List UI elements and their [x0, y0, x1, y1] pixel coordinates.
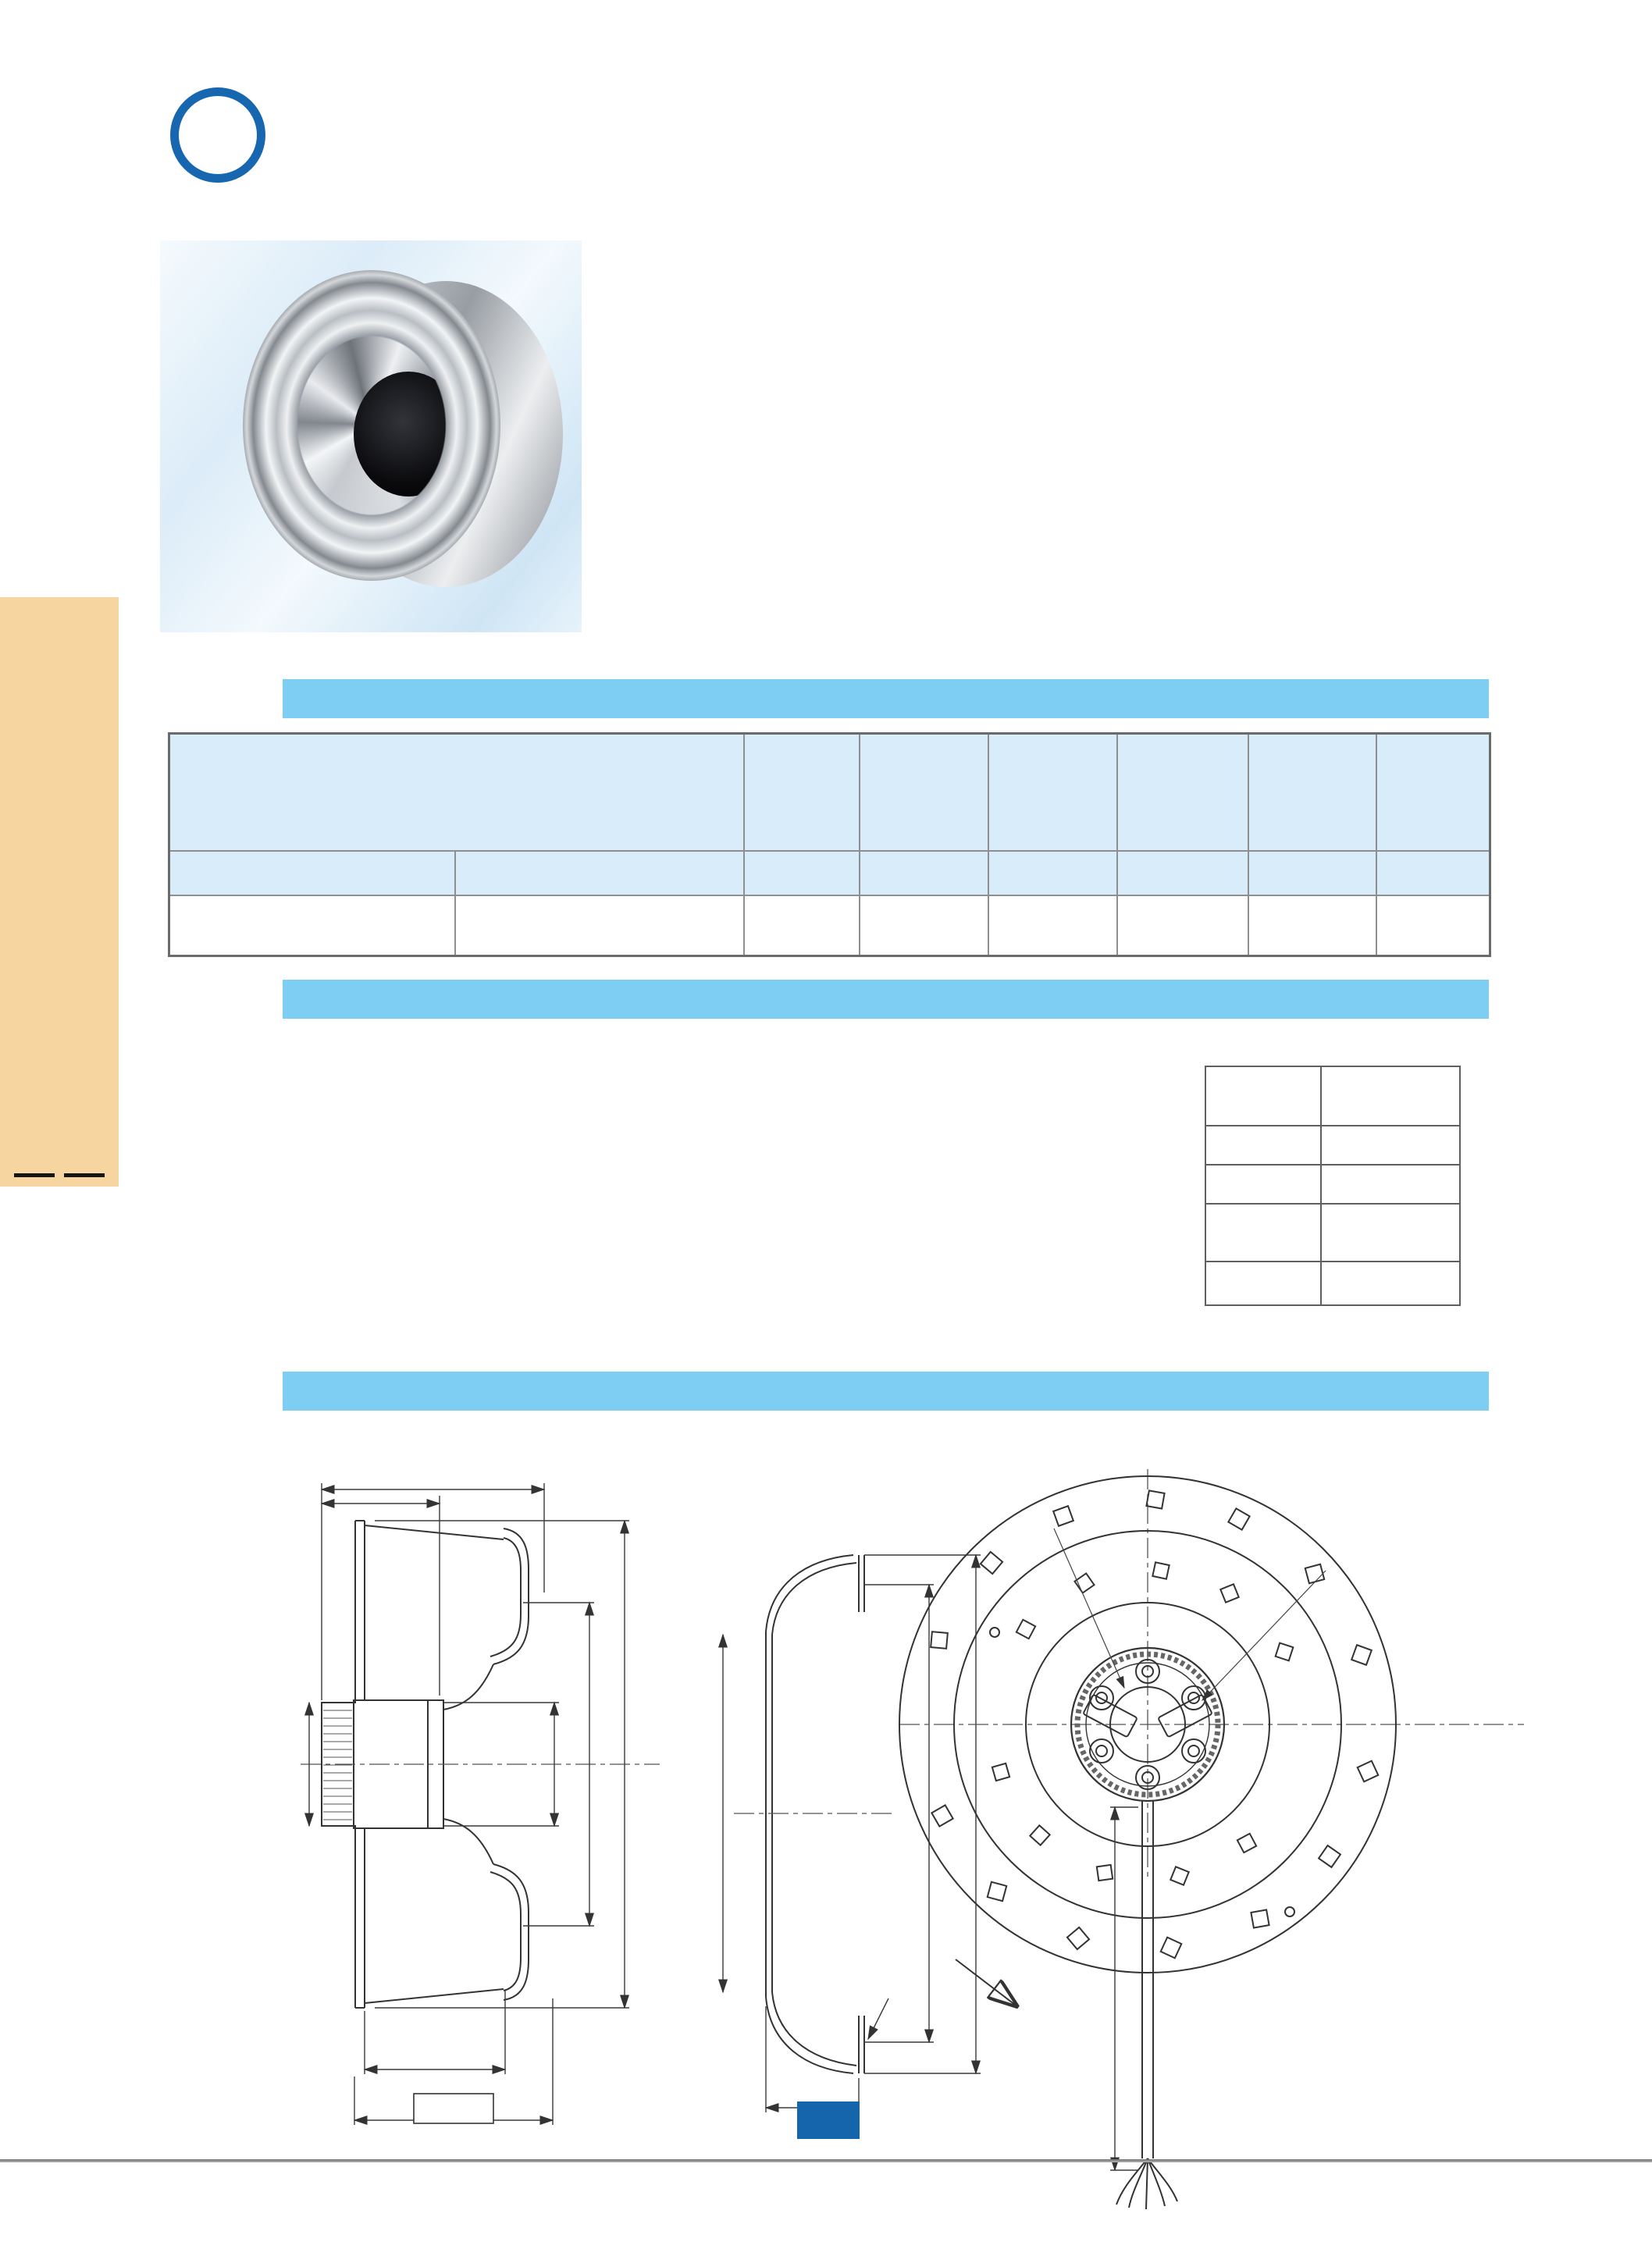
- spec-row: [706, 361, 1041, 397]
- wt-blue-function: [1321, 1165, 1460, 1204]
- cable: [1116, 1801, 1177, 2209]
- spec-row: [706, 434, 1041, 471]
- side-tab-line-1: [14, 600, 55, 1185]
- th-speed: [1117, 734, 1248, 851]
- product-photo: [160, 240, 582, 632]
- th-nominal-data: [169, 734, 744, 851]
- unit-dcv: [744, 851, 860, 895]
- page-subtitle: [706, 306, 728, 349]
- page-number-badge: [797, 2101, 860, 2139]
- cell-voltage-range: [860, 895, 988, 956]
- th-noise: [1376, 734, 1490, 851]
- cell-max-power: [988, 895, 1117, 956]
- th-rated-voltage: [744, 734, 860, 851]
- tick-bar: [64, 1173, 105, 1177]
- section-bar-tech: [283, 679, 1489, 718]
- spec-list: [706, 361, 1041, 617]
- spec-row: [706, 471, 1041, 507]
- wt-header-function: [1321, 1066, 1460, 1126]
- fan-inlet-ring: [243, 270, 500, 581]
- unit-dba: [1376, 851, 1490, 895]
- spec-row: [706, 581, 1041, 617]
- wt-white-function: [1321, 1204, 1460, 1262]
- unit-rpm: [1117, 851, 1248, 895]
- wt-yellow: [1205, 1262, 1321, 1305]
- side-view: [301, 1483, 660, 2125]
- chart-q-pin: [668, 1011, 1167, 1378]
- fan-image: [237, 262, 572, 606]
- cell-ambient-temp: [1248, 895, 1376, 956]
- unit-w: [988, 851, 1117, 895]
- wt-header-colour: [1205, 1066, 1321, 1126]
- th-max-power: [988, 734, 1117, 851]
- unit-celsius: [1248, 851, 1376, 895]
- wt-blue: [1205, 1165, 1321, 1204]
- wt-red: [1205, 1126, 1321, 1165]
- company-logo: [168, 78, 605, 203]
- th-motor: [455, 851, 744, 895]
- wire-color-table: [1205, 1066, 1461, 1306]
- inlet-ring-view: [723, 1555, 981, 2112]
- th-voltage-range: [860, 734, 988, 851]
- th-type: [169, 851, 455, 895]
- cell-type: [169, 895, 455, 956]
- th-ambient-temp: [1248, 734, 1376, 851]
- side-tab-line-2: [64, 600, 105, 1185]
- front-view: [899, 1469, 1524, 2209]
- cell-rated-voltage: [744, 895, 860, 956]
- logo-mark-icon: [170, 87, 265, 183]
- side-tab-rotated-text: [0, 600, 119, 1185]
- tick-bar: [14, 1173, 55, 1177]
- tech-parameter-table: [168, 732, 1491, 957]
- spec-row: [706, 507, 1041, 544]
- wt-white: [1205, 1204, 1321, 1262]
- side-tab: [0, 597, 119, 1187]
- cell-motor: [455, 895, 744, 956]
- cell-noise: [1376, 895, 1490, 956]
- spec-row: [706, 544, 1041, 581]
- unit-dcv: [860, 851, 988, 895]
- chart-q-psf: [156, 1011, 656, 1378]
- footer-rule: [0, 2159, 1652, 2162]
- cell-speed: [1117, 895, 1248, 956]
- wt-yellow-function: [1321, 1262, 1460, 1305]
- spec-row: [706, 397, 1041, 434]
- section-bar-dims: [283, 1372, 1489, 1411]
- page-title: [704, 244, 715, 299]
- wt-red-function: [1321, 1126, 1460, 1165]
